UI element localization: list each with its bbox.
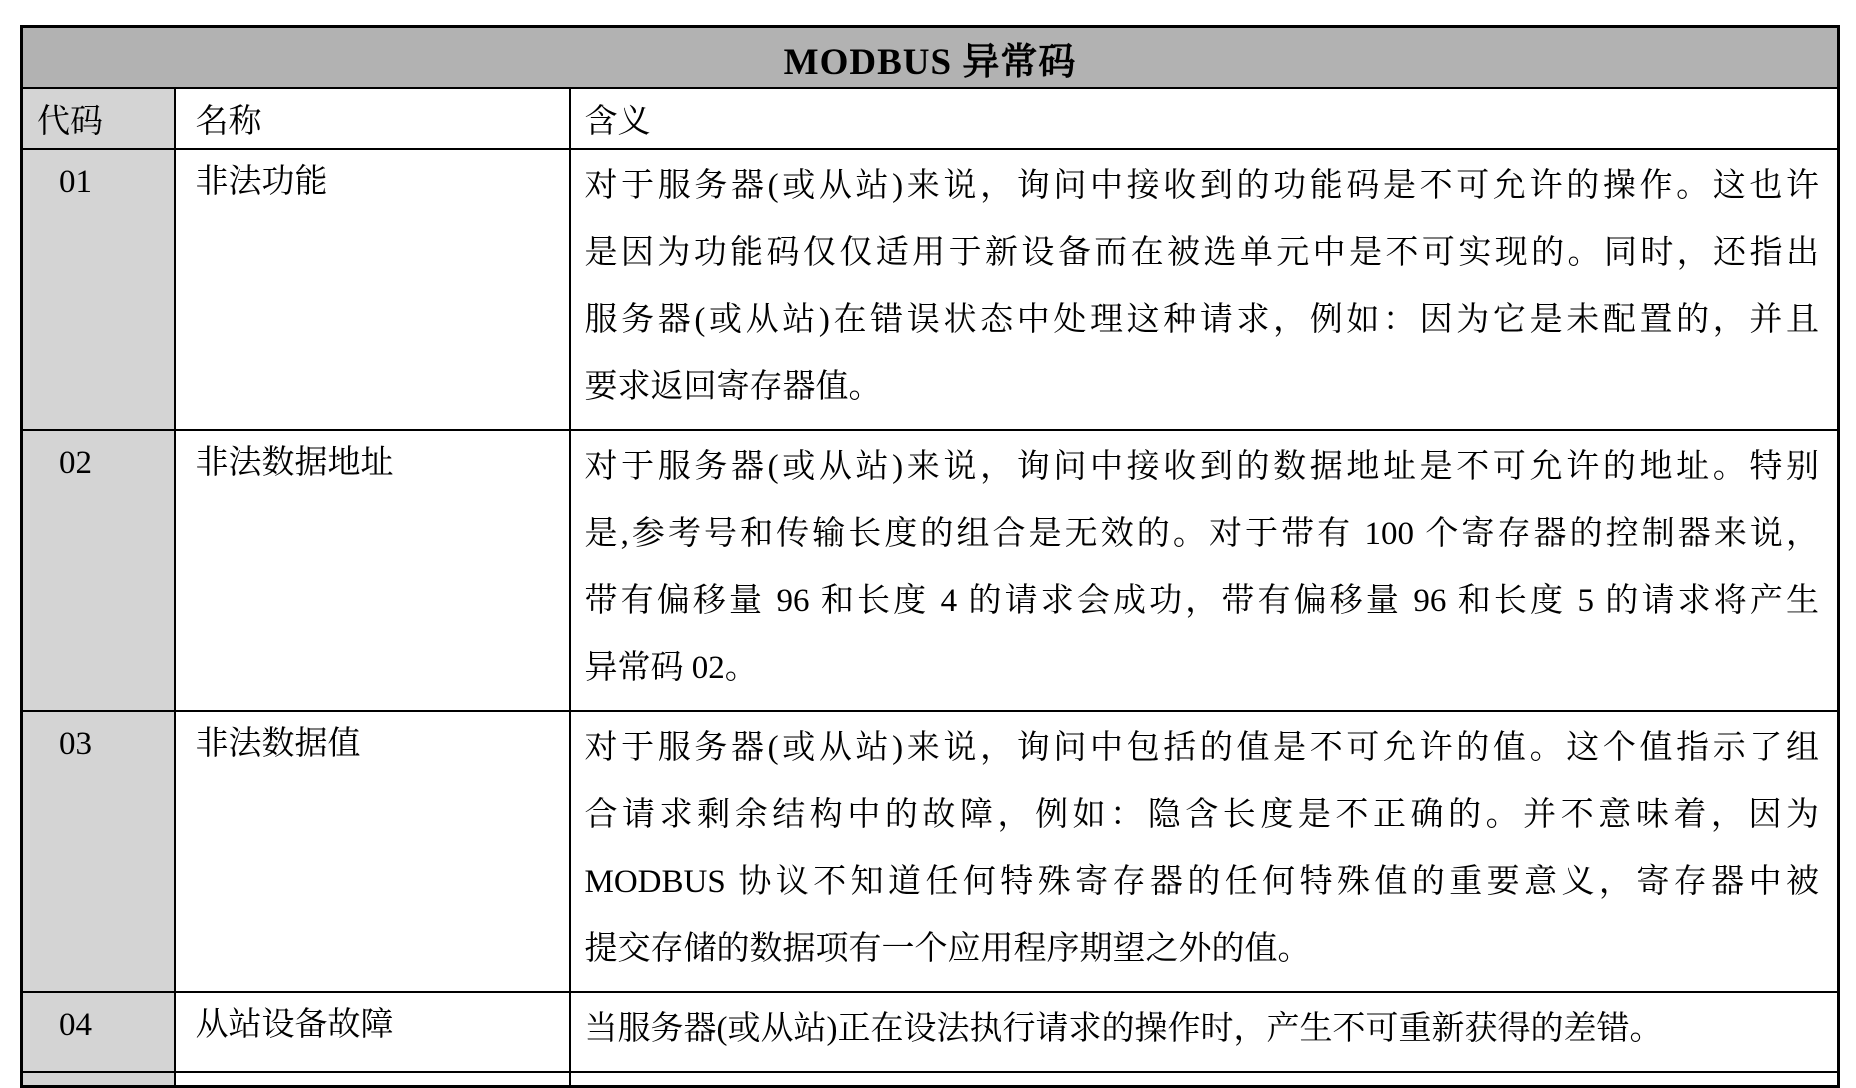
column-header-code: 代码 <box>22 88 175 149</box>
exception-meaning-cell <box>570 430 1839 711</box>
meaning-text-line: 当服务器(或从站)正在设法执行请求的操作时，产生不可重新获得的差错。 <box>584 1011 1663 1047</box>
exception-name-cell: 非法数据地址 <box>175 430 570 711</box>
meaning-text-line: MODBUS 协议不知道任何特殊寄存器的任何特殊值的重要意义，寄存器中被 <box>584 864 1819 900</box>
meaning-text-line: 服务器(或从站)在错误状态中处理这种请求，例如：因为它是未配置的，并且 <box>584 302 1819 338</box>
column-header-name: 名称 <box>175 88 570 149</box>
table-row <box>22 149 1839 430</box>
table-row <box>22 430 1839 711</box>
exception-code-cell: 04 <box>22 992 175 1072</box>
table-row <box>22 711 1839 992</box>
exception-code-cell: 02 <box>22 430 175 711</box>
meaning-text-line: 对于服务器(或从站)来说，询问中接收到的数据地址是不可允许的地址。特别 <box>584 449 1819 485</box>
exception-meaning-cell <box>570 1072 1839 1087</box>
meaning-text-line: 是因为功能码仅仅适用于新设备而在被选单元中是不可实现的。同时，还指出 <box>584 235 1819 271</box>
exception-name-cell: 从站设备故障 <box>175 992 570 1072</box>
table-row <box>22 992 1839 1072</box>
table-header-row <box>22 88 1839 149</box>
column-header-meaning: 含义 <box>570 88 1839 149</box>
exception-code-cell <box>22 1072 175 1087</box>
table-title-row <box>22 27 1839 89</box>
exception-name-cell: 非法功能 <box>175 149 570 430</box>
meaning-text-line: 对于服务器(或从站)来说，询问中接收到的功能码是不可允许的操作。这也许 <box>584 168 1819 204</box>
exception-code-cell: 03 <box>22 711 175 992</box>
meaning-text-line: 是,参考号和传输长度的组合是无效的。对于带有 100 个寄存器的控制器来说， <box>584 516 1819 552</box>
table-row <box>22 1072 1839 1087</box>
exception-name-cell: 非法数据值 <box>175 711 570 992</box>
meaning-text-line: 合请求剩余结构中的故障，例如：隐含长度是不正确的。并不意味着，因为 <box>584 797 1819 833</box>
modbus-exception-code-table <box>20 25 1840 1088</box>
exception-name-cell <box>175 1072 570 1087</box>
meaning-text-line: 提交存储的数据项有一个应用程序期望之外的值。 <box>584 931 1311 967</box>
table-title: MODBUS 异常码 <box>22 27 1839 89</box>
exception-meaning-cell <box>570 149 1839 430</box>
exception-meaning-cell <box>570 992 1839 1072</box>
exception-code-cell: 01 <box>22 149 175 430</box>
table-body <box>22 149 1839 1087</box>
meaning-text-line: 对于服务器(或从站)来说，询问中包括的值是不可允许的值。这个值指示了组 <box>584 730 1819 766</box>
meaning-text-line: 异常码 02。 <box>584 650 758 686</box>
meaning-text-line: 要求返回寄存器值。 <box>584 369 882 405</box>
meaning-text-line: 带有偏移量 96 和长度 4 的请求会成功，带有偏移量 96 和长度 5 的请求将产生 <box>584 583 1819 619</box>
exception-meaning-cell <box>570 711 1839 992</box>
